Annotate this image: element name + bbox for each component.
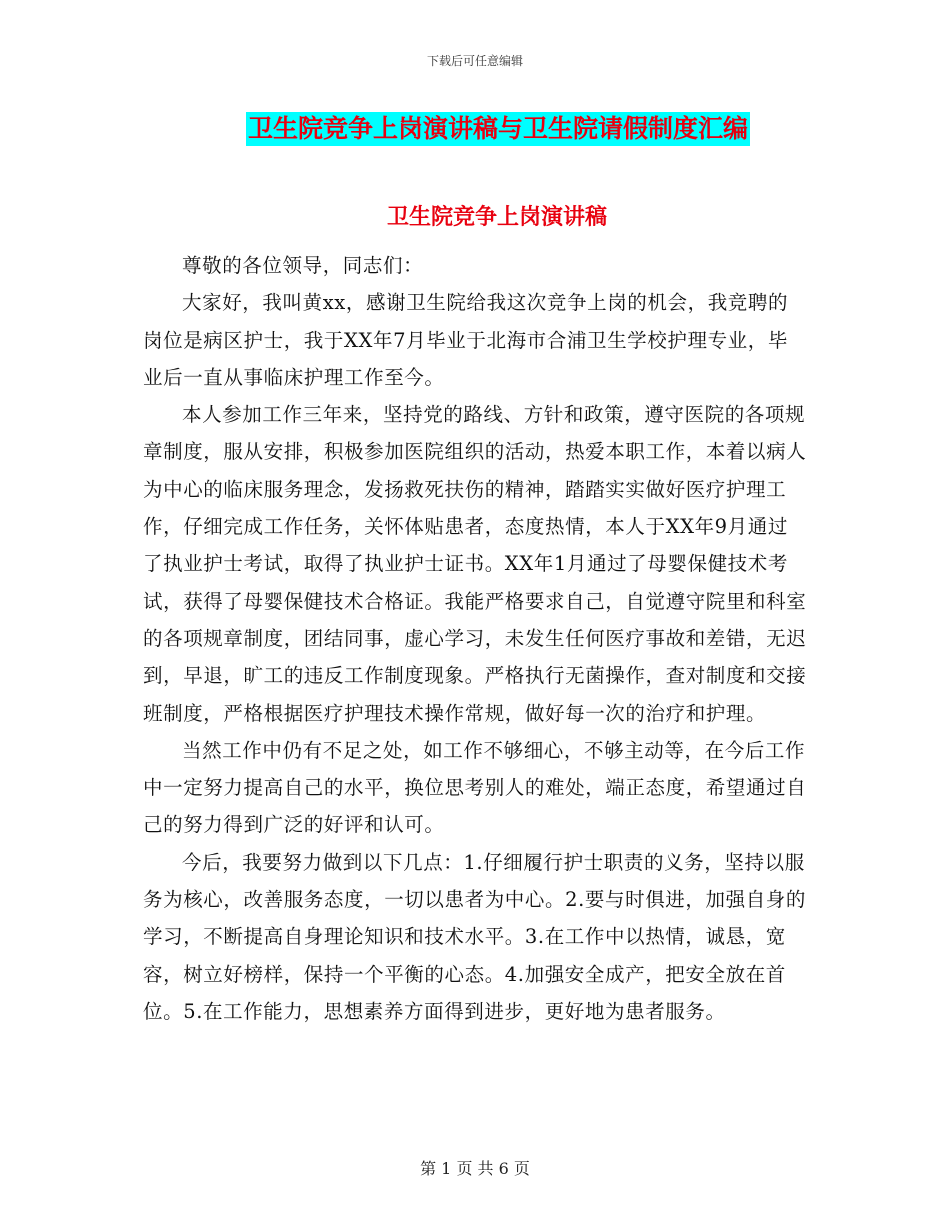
paragraph-introduction: 大家好，我叫黄xx，感谢卫生院给我这次竞争上岗的机会，我竞聘的岗位是病区护士，我于XX年7月毕业于北海市合浦卫生学校护理专业，毕业后一直从事临床护理工作至今。 bbox=[143, 291, 789, 389]
paragraph-future-goals: 今后，我要努力做到以下几点：1.仔细履行护士职责的义务，坚持以服务为核心，改善服务态度，一切以患者为中心。2.要与时俱进，加强自身的学习，不断提高自身理论知识和技术水平。3.在工作中以热情，诚恳，宽容，树立好榜样，保持一个平衡的心态。4.加强安全成产，把安全放在首位。5.在工作能力，思想素养方面得到进步，更好地为患者服务。 bbox=[143, 850, 807, 1023]
section-title: 卫生院竞争上岗演讲稿 bbox=[386, 205, 607, 230]
paragraph-salutation: 尊敬的各位领导，同志们： bbox=[182, 254, 424, 277]
paragraph-work-experience: 本人参加工作三年来，坚持党的路线、方针和政策，遵守医院的各项规章制度，服从安排，积极参加医院组织的活动，热爱本职工作，本着以病人为中心的临床服务理念，发扬救死扶伤的精神，踏踏实实做好医疗护理工作，仔细完成工作任务，关怀体贴患者，态度热情，本人于XX年9月通过了执业护士考试，取得了执业护士证书。XX年1月通过了母婴保健技术考试，获得了母婴保健技术合格证。我能严格要求自己，自觉遵守院里和科室的各项规章制度，团结同事，虚心学习，未发生任何医疗事故和差错，无迟到，早退，旷工的违反工作制度现象。严格执行无菌操作，查对制度和交接班制度，严格根据医疗护理技术操作常规，做好每一次的治疗和护理。 bbox=[143, 403, 807, 725]
paragraph-shortcomings: 当然工作中仍有不足之处，如工作不够细心，不够主动等，在今后工作中一定努力提高自己的水平，换位思考别人的难处，端正态度，希望通过自己的努力得到广泛的好评和认可。 bbox=[143, 738, 807, 837]
page-header-note: 下载后可任意编辑 bbox=[426, 54, 523, 68]
document-title: 卫生院竞争上岗演讲稿与卫生院请假制度汇编 bbox=[246, 112, 750, 146]
page-number-footer: 第 1 页 共 6 页 bbox=[420, 1159, 530, 1178]
document-body bbox=[143, 247, 807, 1030]
document-title-container bbox=[0, 112, 950, 146]
